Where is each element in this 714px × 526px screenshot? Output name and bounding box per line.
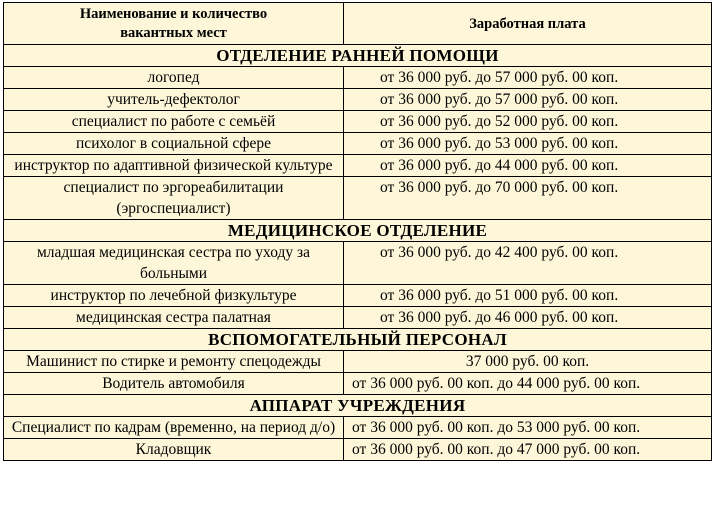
table-row bbox=[4, 111, 712, 133]
header-name-line1: Наименование и количество bbox=[79, 6, 268, 22]
salary-value: от 36 000 руб. до 42 400 руб. 00 коп. bbox=[344, 242, 712, 285]
vacancy-name: инструктор по адаптивной физической культуре bbox=[4, 155, 344, 177]
table-row bbox=[4, 285, 712, 307]
table-row bbox=[4, 155, 712, 177]
vacancy-name: Специалист по кадрам (временно, на период д/о) bbox=[4, 417, 344, 439]
salary-value: от 36 000 руб. до 70 000 руб. 00 коп. bbox=[344, 177, 712, 220]
vacancy-name: специалист по работе с семьёй bbox=[4, 111, 344, 133]
vacancy-name: Кладовщик bbox=[4, 439, 344, 461]
table-row bbox=[4, 89, 712, 111]
header-row bbox=[4, 3, 712, 45]
salary-value: от 36 000 руб. до 44 000 руб. 00 коп. bbox=[344, 155, 712, 177]
vacancy-name: Водитель автомобиля bbox=[4, 373, 344, 395]
vacancy-name: психолог в социальной сфере bbox=[4, 133, 344, 155]
vacancy-salary-table bbox=[3, 2, 712, 461]
vacancy-name: Машинист по стирке и ремонту спецодежды bbox=[4, 351, 344, 373]
salary-value: от 36 000 руб. до 52 000 руб. 00 коп. bbox=[344, 111, 712, 133]
salary-value: от 36 000 руб. до 51 000 руб. 00 коп. bbox=[344, 285, 712, 307]
vacancy-name: специалист по эргореабилитации (эргоспециалист) bbox=[4, 177, 344, 220]
salary-value: от 36 000 руб. до 53 000 руб. 00 коп. bbox=[344, 133, 712, 155]
section-row bbox=[4, 45, 712, 67]
table-row bbox=[4, 373, 712, 395]
header-vacancy-name bbox=[4, 3, 344, 45]
vacancy-name: учитель-дефектолог bbox=[4, 89, 344, 111]
section-title-support-staff: ВСПОМОГАТЕЛЬНЫЙ ПЕРСОНАЛ bbox=[4, 329, 712, 351]
section-row bbox=[4, 220, 712, 242]
table-row bbox=[4, 242, 712, 285]
table-row bbox=[4, 439, 712, 461]
section-row bbox=[4, 395, 712, 417]
table-row bbox=[4, 307, 712, 329]
table-row bbox=[4, 351, 712, 373]
salary-value: от 36 000 руб. до 46 000 руб. 00 коп. bbox=[344, 307, 712, 329]
salary-value: от 36 000 руб. 00 коп. до 47 000 руб. 00 коп. bbox=[344, 439, 712, 461]
section-row bbox=[4, 329, 712, 351]
salary-value: от 36 000 руб. до 57 000 руб. 00 коп. bbox=[344, 89, 712, 111]
header-salary: Заработная плата bbox=[344, 3, 712, 45]
vacancy-name: младшая медицинская сестра по уходу за больными bbox=[4, 242, 344, 285]
salary-value: от 36 000 руб. до 57 000 руб. 00 коп. bbox=[344, 67, 712, 89]
vacancy-name: логопед bbox=[4, 67, 344, 89]
salary-value: 37 000 руб. 00 коп. bbox=[344, 351, 712, 373]
salary-value: от 36 000 руб. 00 коп. до 53 000 руб. 00 коп. bbox=[344, 417, 712, 439]
section-title-administration: АППАРАТ УЧРЕЖДЕНИЯ bbox=[4, 395, 712, 417]
table-row bbox=[4, 67, 712, 89]
vacancy-name: инструктор по лечебной физкультуре bbox=[4, 285, 344, 307]
table-row bbox=[4, 177, 712, 220]
section-title-early-help: ОТДЕЛЕНИЕ РАННЕЙ ПОМОЩИ bbox=[4, 45, 712, 67]
vacancy-name: медицинская сестра палатная bbox=[4, 307, 344, 329]
section-title-medical: МЕДИЦИНСКОЕ ОТДЕЛЕНИЕ bbox=[4, 220, 712, 242]
header-name-line2: вакантных мест bbox=[120, 25, 227, 41]
salary-value: от 36 000 руб. 00 коп. до 44 000 руб. 00 коп. bbox=[344, 373, 712, 395]
table-row bbox=[4, 133, 712, 155]
table-row bbox=[4, 417, 712, 439]
